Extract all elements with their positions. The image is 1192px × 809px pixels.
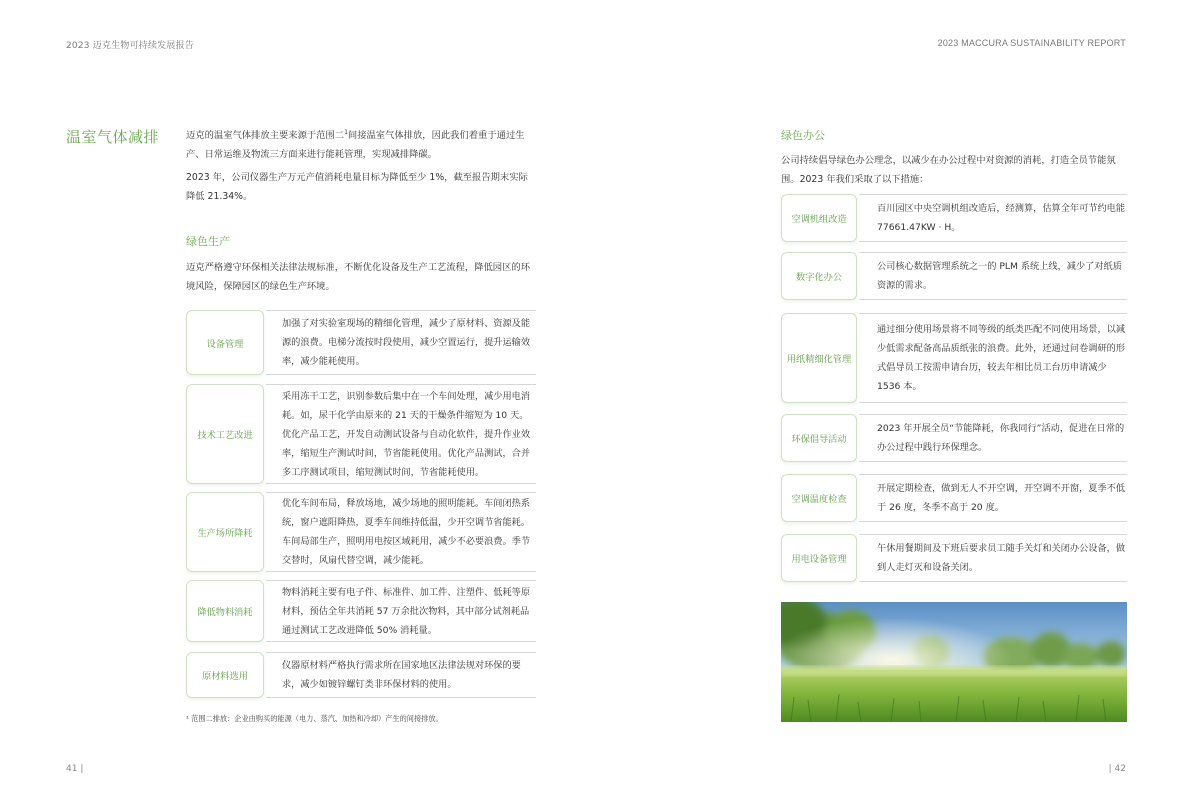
report-header-left: 2023 迈克生物可持续发展报告 (66, 41, 194, 51)
measure-description: 通过细分使用场景将不同等级的纸类匹配不同使用场景，以减少低需求配备高品质纸张的浪费。此外，还通过问卷调研的形式倡导员工按需申请台历，较去年相比员工台历申请减少 1536 本。 (859, 313, 1127, 403)
page-number-right-value: 42 (1114, 764, 1126, 774)
measure-tag: 降低物料消耗 (186, 580, 264, 642)
office-measure-card (781, 534, 1127, 582)
subheading-green-production: 绿色生产 (186, 235, 230, 248)
measure-card (186, 652, 536, 698)
office-measure-card (781, 313, 1127, 403)
measure-description: 物料消耗主要有电子件、标准件、加工件、注塑件、低耗等原材料，预估全年共消耗 57 万余批次物料，其中部分试剂耗品通过测试工艺改进降低 50% 消耗量。 (266, 580, 536, 642)
measure-tag: 空调温度检查 (781, 474, 857, 522)
measure-description: 采用冻干工艺，识别参数后集中在一个车间处理，减少用电消耗。如，尿干化学由原来的 21 天的干燥条件缩短为 10 天。优化产品工艺，开发自动测试设备与自动化软件，提升作业效率，缩短生产测试时间，节省能耗使用。优化产品测试，合并多工序测试项目，缩短测试时间，节省能耗使用。 (266, 384, 536, 484)
measure-description: 开展定期检查，做到无人不开空调，开空调不开窗，夏季不低于 26 度，冬季不高于 20 度。 (859, 474, 1127, 522)
measure-description: 百川园区中央空调机组改造后，经测算，估算全年可节约电能 77661.47KW · H。 (859, 194, 1127, 242)
intro-p1-part-b: 间接温室气体排放，因此我们着重于通过生产、日常运维及物流三方面来进行能耗管理，实现减排降碳。 (186, 130, 525, 161)
subheading-green-office: 绿色办公 (781, 129, 825, 142)
measure-description: 加强了对实验室现场的精细化管理，减少了原材料、资源及能源的浪费。电梯分流按时段使用，减少空置运行，提升运输效率，减少能耗使用。 (266, 310, 536, 375)
intro-paragraph-1 (186, 123, 536, 164)
intro-paragraph-2: 2023 年，公司仪器生产万元产值消耗电量目标为降低至少 1%，截至报告期末实际降低 21.34%。 (186, 172, 528, 202)
measure-tag: 生产场所降耗 (186, 492, 264, 572)
measure-card (186, 492, 536, 572)
intro-p1-part-a: 迈克的温室气体排放主要来源于范围二 (186, 130, 345, 142)
green-production-intro: 迈克严格遵守环保相关法律法规标准，不断优化设备及生产工艺流程，降低园区的环境风险，保障园区的绿色生产环境。 (186, 262, 530, 292)
measure-description: 优化车间布局，释放场地，减少场地的照明能耗。车间闭热系统，窗户遮阳降热，夏季车间维持低温，少开空调节省能耗。车间局部生产，照明用电按区域耗用，减少不必要浪费。季节交替时，风扇代替空调，减少能耗。 (266, 492, 536, 572)
measure-description: 2023 年开展全员“节能降耗，你我同行”活动，促进在日常的办公过程中践行环保理念。 (859, 414, 1127, 462)
measure-tag: 环保倡导活动 (781, 414, 857, 462)
measure-card (186, 580, 536, 642)
measure-card (186, 384, 536, 484)
section-title: 温室气体减排 (66, 128, 160, 146)
office-measure-card (781, 252, 1127, 300)
measure-tag: 用电设备管理 (781, 534, 857, 582)
measure-description: 公司核心数据管理系统之一的 PLM 系统上线，减少了对纸质资源的需求。 (859, 252, 1127, 300)
footnote-marker: 1 (344, 129, 348, 136)
measure-tag: 空调机组改造 (781, 194, 857, 242)
office-measure-card (781, 474, 1127, 522)
measure-tag: 原材料选用 (186, 652, 264, 698)
measure-tag: 设备管理 (186, 310, 264, 375)
measure-description: 仪器原材料严格执行需求所在国家地区法律法规对环保的要求，减少如镀锌螺钉类非环保材料的使用。 (266, 652, 536, 698)
page-number-left: 41 | (66, 764, 84, 774)
measure-tag: 技术工艺改进 (186, 384, 264, 484)
measure-description: 午休用餐期间及下班后要求员工随手关灯和关闭办公设备，做到人走灯灭和设备关闭。 (859, 534, 1127, 582)
measure-tag: 用纸精细化管理 (781, 313, 857, 403)
report-header-right: 2023 MACCURA SUSTAINABILITY REPORT (937, 38, 1126, 48)
measure-tag: 数字化办公 (781, 252, 857, 300)
green-office-intro: 公司持续倡导绿色办公理念，以减少在办公过程中对资源的消耗，打造全员节能氛围。2023 年我们采取了以下措施： (781, 155, 1116, 185)
footnote: ¹ 范围二排放：企业由购买的能源（电力、蒸汽、加热和冷却）产生的间接排放。 (186, 714, 443, 723)
office-measure-card (781, 194, 1127, 242)
page-number-right: | 42 (1108, 764, 1126, 774)
green-meadow-photo (781, 602, 1127, 722)
measure-card (186, 310, 536, 375)
office-measure-card (781, 414, 1127, 462)
page-number-left-value: 41 (66, 764, 78, 774)
